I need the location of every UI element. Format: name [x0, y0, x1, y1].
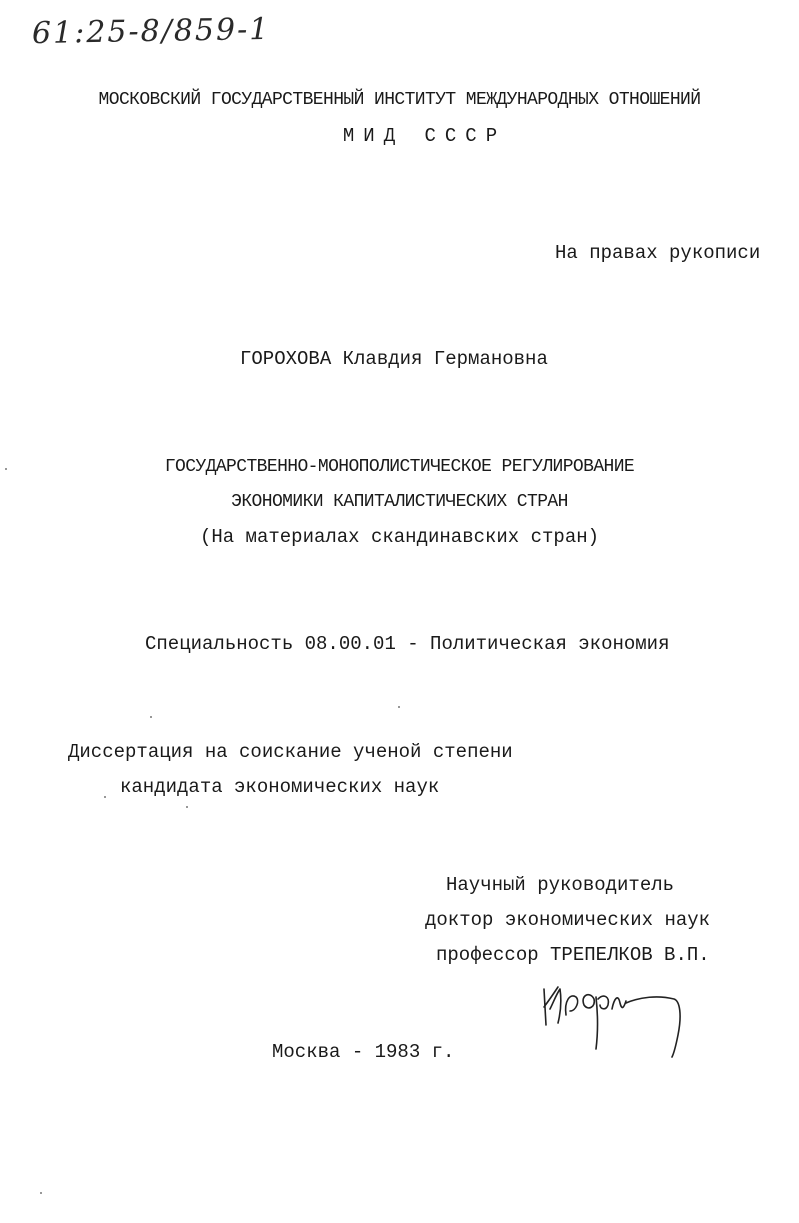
scan-speck — [40, 1192, 42, 1194]
scan-speck — [104, 796, 106, 798]
institute-name: МОСКОВСКИЙ ГОСУДАРСТВЕННЫЙ ИНСТИТУТ МЕЖДУНАРОДНЫХ ОТНОШЕНИЙ — [98, 90, 701, 110]
scan-speck — [150, 716, 152, 718]
supervisor-line-1: Научный руководитель — [446, 874, 675, 896]
scan-speck — [398, 706, 400, 708]
scan-speck — [186, 806, 188, 808]
manuscript-note: На правах рукописи — [555, 242, 761, 264]
supervisor-line-3: профессор ТРЕПЕЛКОВ В.П. — [436, 944, 710, 966]
signature-icon — [540, 975, 700, 1065]
scan-speck — [5, 468, 7, 470]
title-line-1: ГОСУДАРСТВЕННО-МОНОПОЛИСТИЧЕСКОЕ РЕГУЛИРОВАНИЕ — [164, 457, 635, 477]
dissertation-line-1: Диссертация на соискание ученой степени — [68, 741, 513, 763]
author-name: ГОРОХОВА Клавдия Германовна — [240, 348, 548, 370]
title-line-2: ЭКОНОМИКИ КАПИТАЛИСТИЧЕСКИХ СТРАН — [231, 492, 568, 512]
title-line-3: (На материалах скандинавских стран) — [199, 526, 600, 548]
dissertation-line-2: кандидата экономических наук — [120, 776, 440, 798]
specialty: Специальность 08.00.01 - Политическая экономия — [145, 633, 670, 655]
archive-code: 61:25-8/859-1 — [31, 11, 271, 52]
place-date: Москва - 1983 г. — [272, 1041, 455, 1063]
ministry-name: МИД СССР — [342, 125, 507, 147]
supervisor-line-2: доктор экономических наук — [425, 909, 711, 931]
